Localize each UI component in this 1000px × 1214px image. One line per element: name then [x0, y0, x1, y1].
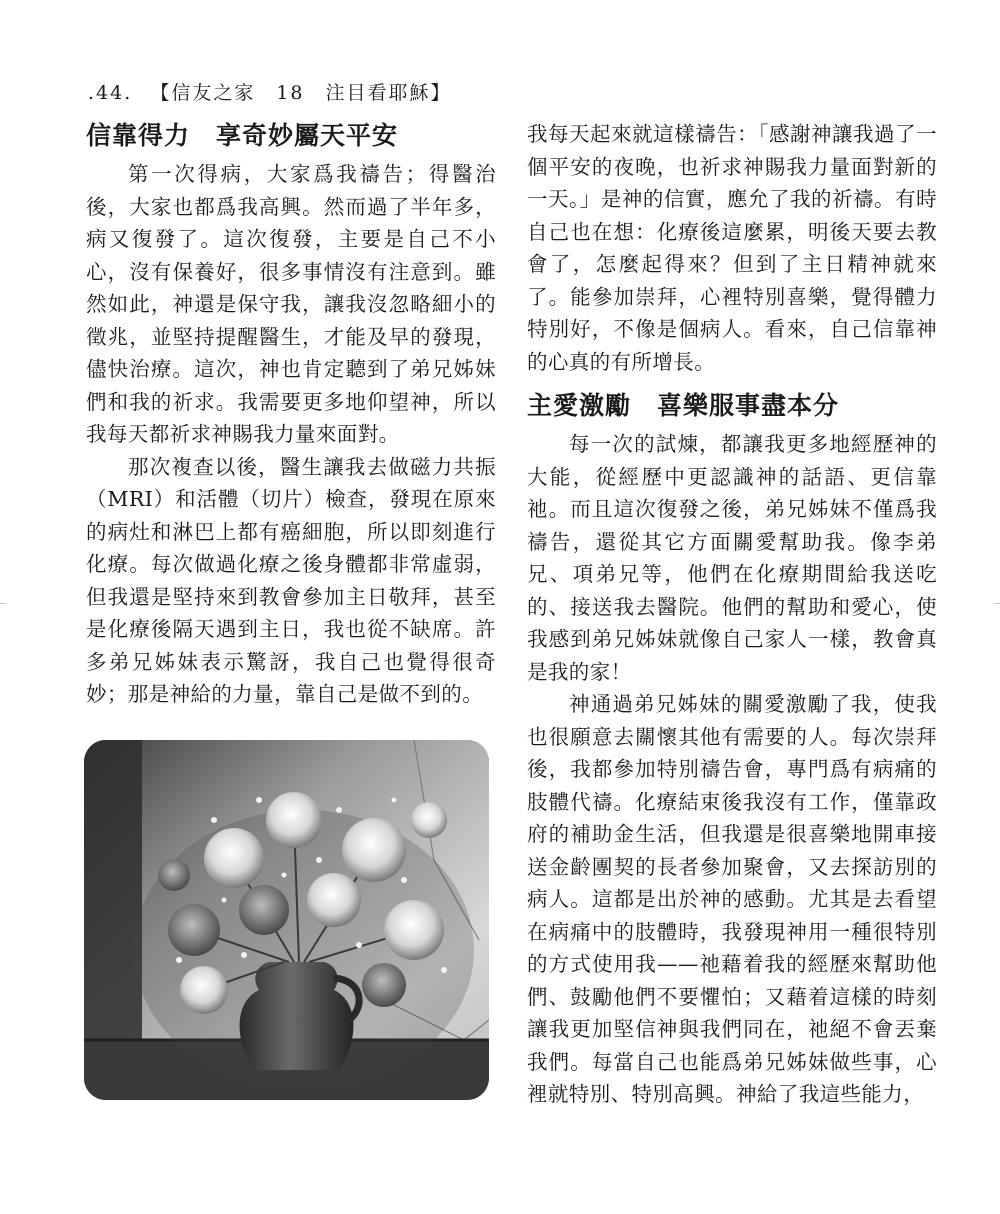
paragraph: 那次複查以後，醫生讓我去做磁力共振（MRI）和活體（切片）檢查，發現在原來的病灶和淋巴上都有癌細胞，所以即刻進行化療。每次做過化療之後身體都非常虛弱，但我還是堅持來到教會參加主日敬拜，甚至是化療後隔天遇到主日，我也從不缺席。許多弟兄姊妹表示驚訝，我自己也覺得很奇妙；那是神給的力量，靠自己是做不到的。	[86, 454, 496, 706]
paragraph: 每一次的試煉，都讓我更多地經歷神的大能，從經歷中更認識神的話語、更信靠祂。而且這次復發之後，弟兄姊妹不僅爲我禱告，還從其它方面關愛幫助我。像李弟兄、項弟兄等，他們在化療期間給我送吃的、接送我去醫院。他們的幫助和愛心，使我感到弟兄姊妹就像自己家人一樣，教會真是我的家！	[527, 432, 937, 684]
paragraph: 神通過弟兄姊妹的關愛激勵了我，使我也很願意去關懷其他有需要的人。每次崇拜後，我都參加特別禱告會，專門爲有病痛的肢體代禱。化療結束後我沒有工作，僅靠政府的補助金生活，但我還是很喜樂地開車接送金齡團契的長者參加聚會，又去探訪別的病人。這都是出於神的感動。尤其是去看望在病痛中的肢體時，我發現神用一種很特別的方式使用我——祂藉着我的經歷來幫助他們、鼓勵他們不要懼怕；又藉着這樣的時刻讓我更加堅信神與我們同在，祂絕不會丟棄我們。每當自己也能爲弟兄姊妹做些事，心裡就特別、特別高興。神給了我這些能力，	[527, 692, 937, 1106]
column-title: 【信友之家 18 注目看耶穌】	[150, 82, 452, 104]
paragraph: 第一次得病，大家爲我禱告；得醫治後，大家也都爲我高興。然而過了半年多，病又復發了。這次復發，主要是自己不小心，沒有保養好，很多事情沒有注意到。雖然如此，神還是保守我，讓我沒忽略細小的徵兆，並堅持提醒醫生，才能及早的發現，儘快治療。這次，神也肯定聽到了弟兄姊妹們和我的祈求。我需要更多地仰望神，所以我每天都祈求神賜我力量來面對。	[86, 162, 496, 446]
flower-vase-illustration	[84, 740, 489, 1100]
crop-mark-left	[0, 603, 6, 604]
page-number: .44.	[88, 82, 133, 104]
section-heading-1: 信靠得力 享奇妙屬天平安	[86, 121, 399, 150]
right-column	[527, 118, 937, 1111]
running-header	[88, 78, 462, 105]
flower-vase-photo	[84, 740, 489, 1100]
section-heading-2: 主愛激勵 喜樂服事盡本分	[527, 391, 840, 420]
paragraph-continued: 我每天起來就這樣禱告：「感謝神讓我過了一個平安的夜晚，也祈求神賜我力量面對新的一天。」是神的信實，應允了我的祈禱。有時自己也在想：化療後這麼累，明後天要去教會了，怎麼起得來？但到了主日精神就來了。能參加崇拜，心裡特別喜樂，覺得體力特別好，不像是個病人。看來，自己信靠神的心真的有所增長。	[527, 122, 937, 374]
crop-mark-right	[994, 603, 1000, 604]
left-column	[86, 118, 496, 711]
